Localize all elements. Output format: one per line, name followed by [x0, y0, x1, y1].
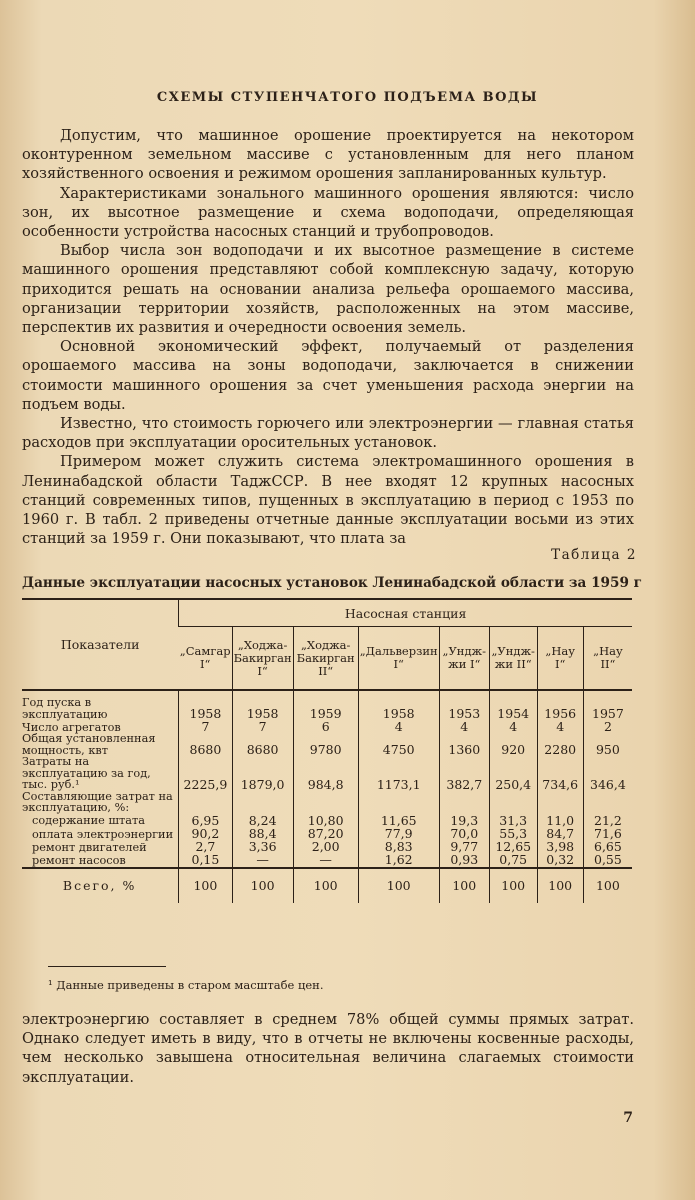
station-header: „Ходжа-Бакирган II“	[293, 627, 358, 691]
table-row	[22, 697, 632, 720]
table-cell: 1173,1	[358, 756, 439, 791]
table-cell	[358, 791, 439, 814]
table-cell: 382,7	[439, 756, 489, 791]
table-cell: 250,4	[489, 756, 537, 791]
table-cell: 1360	[439, 733, 489, 756]
footnote-divider	[48, 966, 166, 967]
table-cell: 1958	[179, 697, 232, 720]
table-cell: 346,4	[583, 756, 632, 791]
table-cell: 1,62	[358, 853, 439, 867]
table-cell: 11,65	[358, 814, 439, 827]
table-cell: 8680	[179, 733, 232, 756]
station-group-header: Насосная станция	[179, 599, 632, 627]
table-cell: 920	[489, 733, 537, 756]
total-cell: 100	[489, 868, 537, 903]
footnote: ¹ Данные приведены в старом масштабе цен.	[48, 978, 324, 992]
table-cell: 4	[439, 720, 489, 733]
table-cell: 7	[179, 720, 232, 733]
table-caption: Данные эксплуатации насосных установок Ленинабадской области за 1959 г	[22, 575, 642, 591]
table-cell	[583, 791, 632, 814]
station-header: „Ходжа-Бакирган I“	[232, 627, 293, 691]
table-cell: 90,2	[179, 827, 232, 840]
table-cell: 9,77	[439, 840, 489, 853]
row-label: содержание штата	[32, 814, 145, 828]
table-cell: 0,32	[537, 853, 583, 867]
table-cell: 6,65	[583, 840, 632, 853]
table-cell: 71,6	[583, 827, 632, 840]
row-label: оплата электроэнергии	[32, 827, 174, 841]
table-cell: 1879,0	[232, 756, 293, 791]
total-cell: 100	[293, 868, 358, 903]
table-cell: 4	[537, 720, 583, 733]
table-cell: 84,7	[537, 827, 583, 840]
table-cell: 3,36	[232, 840, 293, 853]
table-row	[22, 814, 632, 827]
table-cell: 12,65	[489, 840, 537, 853]
table-cell	[439, 791, 489, 814]
table-row	[22, 733, 632, 756]
table-cell: 1958	[358, 697, 439, 720]
total-cell: 100	[232, 868, 293, 903]
table-cell: 9780	[293, 733, 358, 756]
table-cell: 2,00	[293, 840, 358, 853]
spacer-row	[22, 690, 632, 697]
table-cell: 0,15	[179, 853, 232, 867]
row-label: Число агрегатов	[22, 720, 121, 734]
table-cell: 950	[583, 733, 632, 756]
paragraph: Выбор числа зон водоподачи и их высотное размещение в системе машинного орошения представляют собой комплексную задачу, которую приходится решать на основании анализа рельефа орошаемого массива, организации территории хозяйств, расположенных на этом массиве, перспектив их развития и очередности освоения земель.	[22, 242, 634, 337]
table-cell: 984,8	[293, 756, 358, 791]
table-label: Таблица 2	[551, 547, 637, 563]
table-cell: 88,4	[232, 827, 293, 840]
table-cell: 1957	[583, 697, 632, 720]
table-cell: 0,55	[583, 853, 632, 867]
table-cell: 4	[358, 720, 439, 733]
table-cell	[537, 791, 583, 814]
table-cell: 77,9	[358, 827, 439, 840]
table-row	[22, 853, 632, 867]
paragraph: Характеристиками зонального машинного орошения являются: число зон, их высотное размещение и схема водоподачи, определяющая особенности устройства насосных станций и трубопроводов.	[22, 184, 634, 241]
table-cell: 2280	[537, 733, 583, 756]
table-cell: 734,6	[537, 756, 583, 791]
outro-text	[22, 1010, 634, 1087]
page-number: 7	[623, 1110, 633, 1126]
table-cell	[293, 791, 358, 814]
table-row	[22, 756, 632, 791]
table-cell: 8680	[232, 733, 293, 756]
table-cell: 1958	[232, 697, 293, 720]
table-cell: 55,3	[489, 827, 537, 840]
intro-text	[22, 126, 634, 548]
row-label: ремонт двигателей	[32, 840, 147, 854]
row-label: Общая установленная мощность, квт	[22, 732, 156, 757]
table-cell: 2225,9	[179, 756, 232, 791]
data-table	[22, 598, 632, 903]
table-cell: 1954	[489, 697, 537, 720]
table-cell: 1959	[293, 697, 358, 720]
table-cell: 87,20	[293, 827, 358, 840]
row-label: Составляющие затрат на эксплуатацию, %:	[22, 789, 173, 815]
table-cell: 31,3	[489, 814, 537, 827]
table-cell: 1953	[439, 697, 489, 720]
table-cell	[179, 791, 232, 814]
table-row	[22, 791, 632, 814]
station-header: „Самгар I“	[179, 627, 232, 691]
table-cell: 0,75	[489, 853, 537, 867]
table-cell: 8,24	[232, 814, 293, 827]
table-cell: 8,83	[358, 840, 439, 853]
paragraph: Допустим, что машинное орошение проектируется на некотором оконтуренном земельном массиве с установленным для него планом хозяйственного освоения и режимом орошения запланированных культур.	[22, 127, 634, 183]
station-header: „Ундж-жи II“	[489, 627, 537, 691]
total-cell: 100	[583, 868, 632, 903]
paragraph: Примером может служить система электромашинного орошения в Ленинабадской области ТаджССР. В нее входят 12 крупных насосных станций современных типов, пущенных в эксплуатацию в период с 1953 по 1960 г. В табл. 2 приведены отчетные данные эксплуатации восьми из этих станций за 1959 г. Они показывают, что плата за	[22, 453, 634, 548]
total-label: Всего, %	[22, 868, 179, 903]
table-cell: 11,0	[537, 814, 583, 827]
table-cell: 4	[489, 720, 537, 733]
table-cell: 1956	[537, 697, 583, 720]
table-cell: 19,3	[439, 814, 489, 827]
indicators-header: Показатели	[22, 599, 179, 690]
row-label: Год пуска в эксплуатацию	[22, 696, 108, 721]
paragraph: Основной экономический эффект, получаемый от разделения орошаемого массива на зоны водоподачи, заключается в снижении стоимости машинного орошения за счет уменьшения расхода энергии на подъем воды.	[22, 338, 634, 413]
paragraph: Известно, что стоимость горючего или электроэнергии — главная статья расходов при эксплуатации оросительных установок.	[22, 415, 634, 452]
table-cell: 2	[583, 720, 632, 733]
row-label: ремонт насосов	[22, 853, 179, 867]
paragraph: электроэнергию составляет в среднем 78% общей суммы прямых затрат. Однако следует иметь в виду, что в отчеты не включены косвенные расходы, чем несколько завышена относительная величина слагаемых стоимости эксплуатации.	[22, 1011, 634, 1086]
table-cell: 10,80	[293, 814, 358, 827]
table-cell: 3,98	[537, 840, 583, 853]
table-cell: —	[293, 853, 358, 867]
table-cell: —	[232, 853, 293, 867]
table-cell: 21,2	[583, 814, 632, 827]
table-cell: 6,95	[179, 814, 232, 827]
total-cell: 100	[179, 868, 232, 903]
station-header: „Дальверзин I“	[358, 627, 439, 691]
table-cell: 0,93	[439, 853, 489, 867]
table-cell: 2,7	[179, 840, 232, 853]
table-cell: 70,0	[439, 827, 489, 840]
total-cell: 100	[358, 868, 439, 903]
table-cell	[232, 791, 293, 814]
row-label: Затраты на эксплуатацию за год, тыс. руб.¹	[22, 755, 151, 792]
station-header: „Ундж-жи I“	[439, 627, 489, 691]
table-cell: 6	[293, 720, 358, 733]
station-header: „Нау II“	[583, 627, 632, 691]
total-cell: 100	[537, 868, 583, 903]
station-header: „Нау I“	[537, 627, 583, 691]
table-cell	[489, 791, 537, 814]
table-cell: 4750	[358, 733, 439, 756]
section-title: СХЕМЫ СТУПЕНЧАТОГО ПОДЪЕМА ВОДЫ	[156, 90, 539, 105]
total-row	[22, 868, 632, 903]
total-cell: 100	[439, 868, 489, 903]
table-cell: 7	[232, 720, 293, 733]
